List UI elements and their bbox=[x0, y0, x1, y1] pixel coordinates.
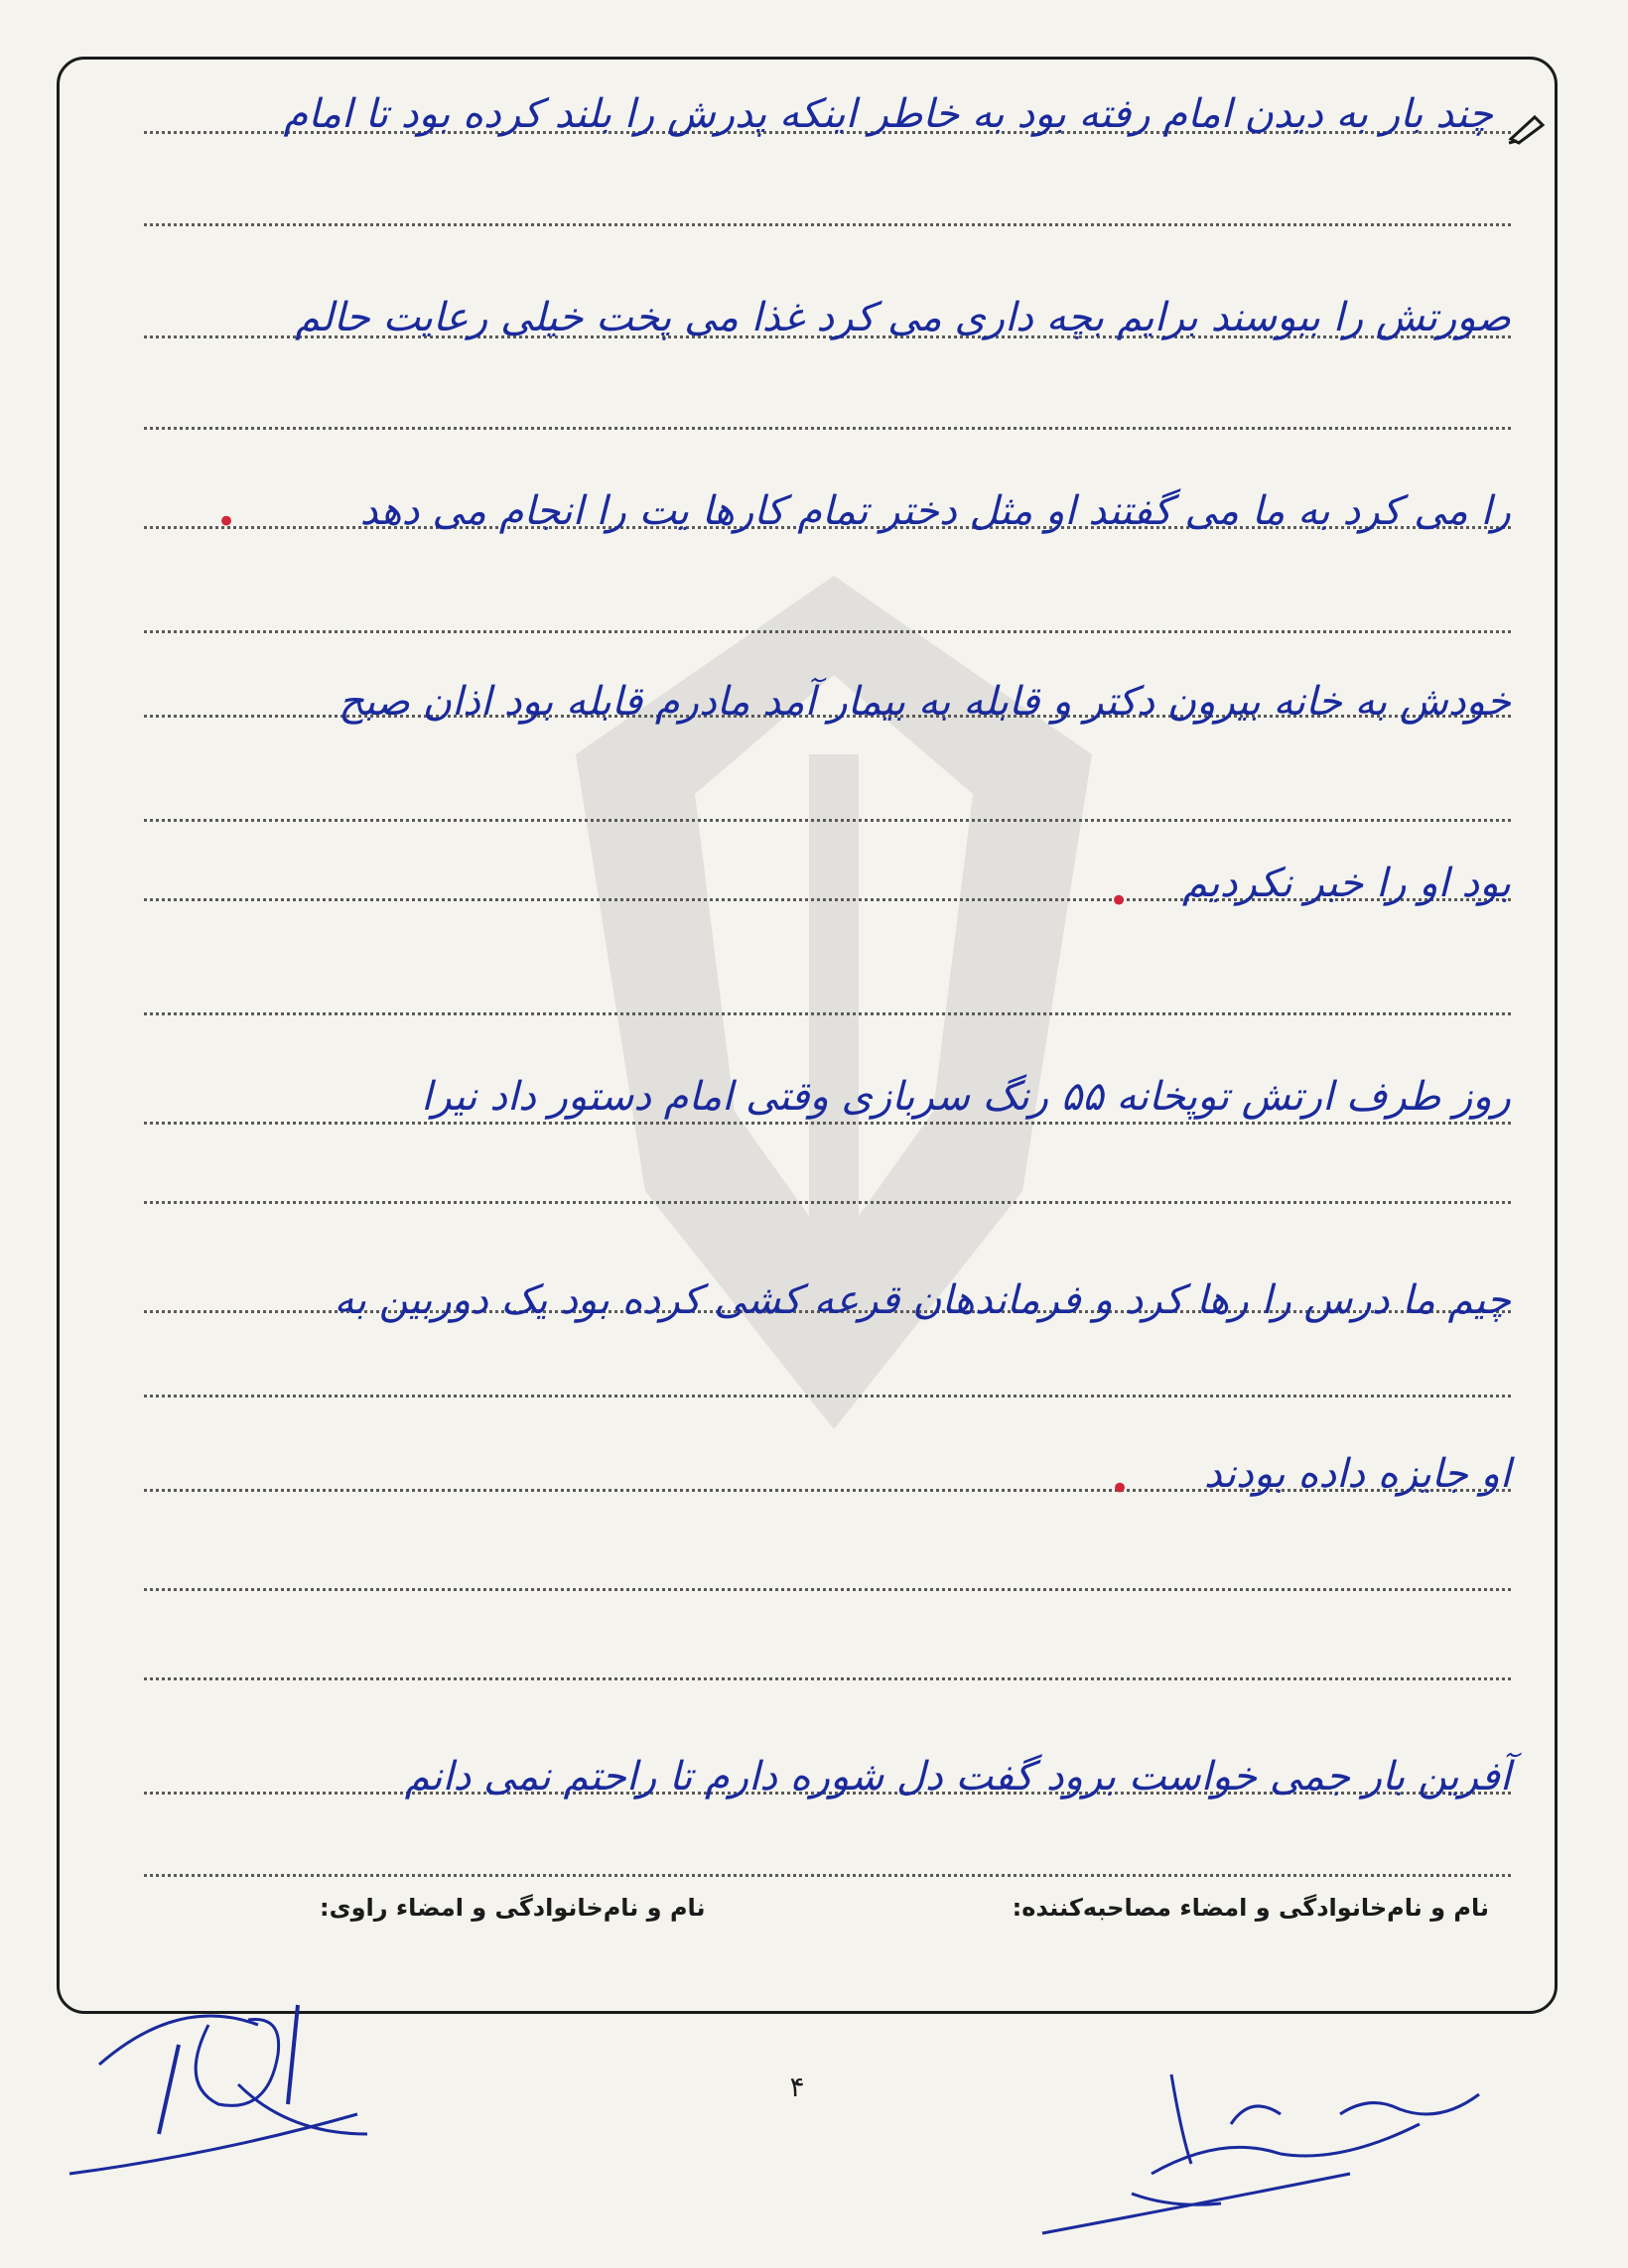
handwritten-line: او جایزه داده بودند bbox=[1203, 1451, 1511, 1497]
handwritten-line: روز طرف ارتش توپخانه ۵۵ رنگ سربازی وقتی امام دستور داد نیرا bbox=[421, 1074, 1511, 1120]
interviewer-signature-label: نام و نام‌خانوادگی و امضاء مصاحبه‌کننده: bbox=[1012, 1894, 1489, 1922]
interviewer-signature bbox=[1022, 2055, 1499, 2253]
handwritten-line: خودش به خانه بیرون دکتر و قابله به بیمار آمد مادرم قابله بود اذان صبح bbox=[339, 679, 1511, 725]
ruled-lines bbox=[60, 60, 1555, 2011]
red-dot-marker: • bbox=[1109, 881, 1130, 921]
handwritten-line: بود او را خبر نکردیم bbox=[1181, 861, 1511, 906]
ruled-line bbox=[144, 1395, 1511, 1398]
handwritten-line: چیم ما درس را رها کرد و فرماندهان قرعه کشی کرده بود یک دوربین به bbox=[334, 1277, 1511, 1323]
ruled-line bbox=[144, 819, 1511, 822]
ruled-line bbox=[144, 1588, 1511, 1591]
handwritten-line: را می کرد به ما می گفتند او مثل دختر تمام کارها یت را انجام می دهد bbox=[359, 488, 1511, 534]
ruled-line bbox=[144, 1012, 1511, 1015]
narrator-signature bbox=[60, 1965, 387, 2194]
ruled-line bbox=[144, 427, 1511, 430]
ruled-line bbox=[144, 1874, 1511, 1877]
ruled-line bbox=[144, 1677, 1511, 1680]
page-number: ۴ bbox=[789, 2070, 805, 2103]
handwritten-line: آفرین بار جمی خواست برود گفت دل شوره دارم تا راحتم نمی دانم bbox=[404, 1754, 1511, 1800]
handwritten-line: صورتش را ببوسند برایم بچه داری می کرد غذا می پخت خیلی رعایت حالم bbox=[295, 295, 1511, 340]
ruled-line bbox=[144, 1122, 1511, 1125]
red-dot-marker: • bbox=[1110, 1469, 1131, 1509]
ruled-line bbox=[144, 1201, 1511, 1204]
narrator-signature-label: نام و نام‌خانوادگی و امضاء راوی: bbox=[320, 1894, 706, 1922]
page-frame bbox=[57, 57, 1558, 2014]
handwritten-line: چند بار به دیدن امام رفته بود به خاطر اینکه پدرش را بلند کرده بود تا امام bbox=[283, 91, 1493, 137]
ruled-line bbox=[144, 630, 1511, 633]
ruled-line bbox=[144, 223, 1511, 226]
red-dot-marker: • bbox=[216, 502, 237, 542]
